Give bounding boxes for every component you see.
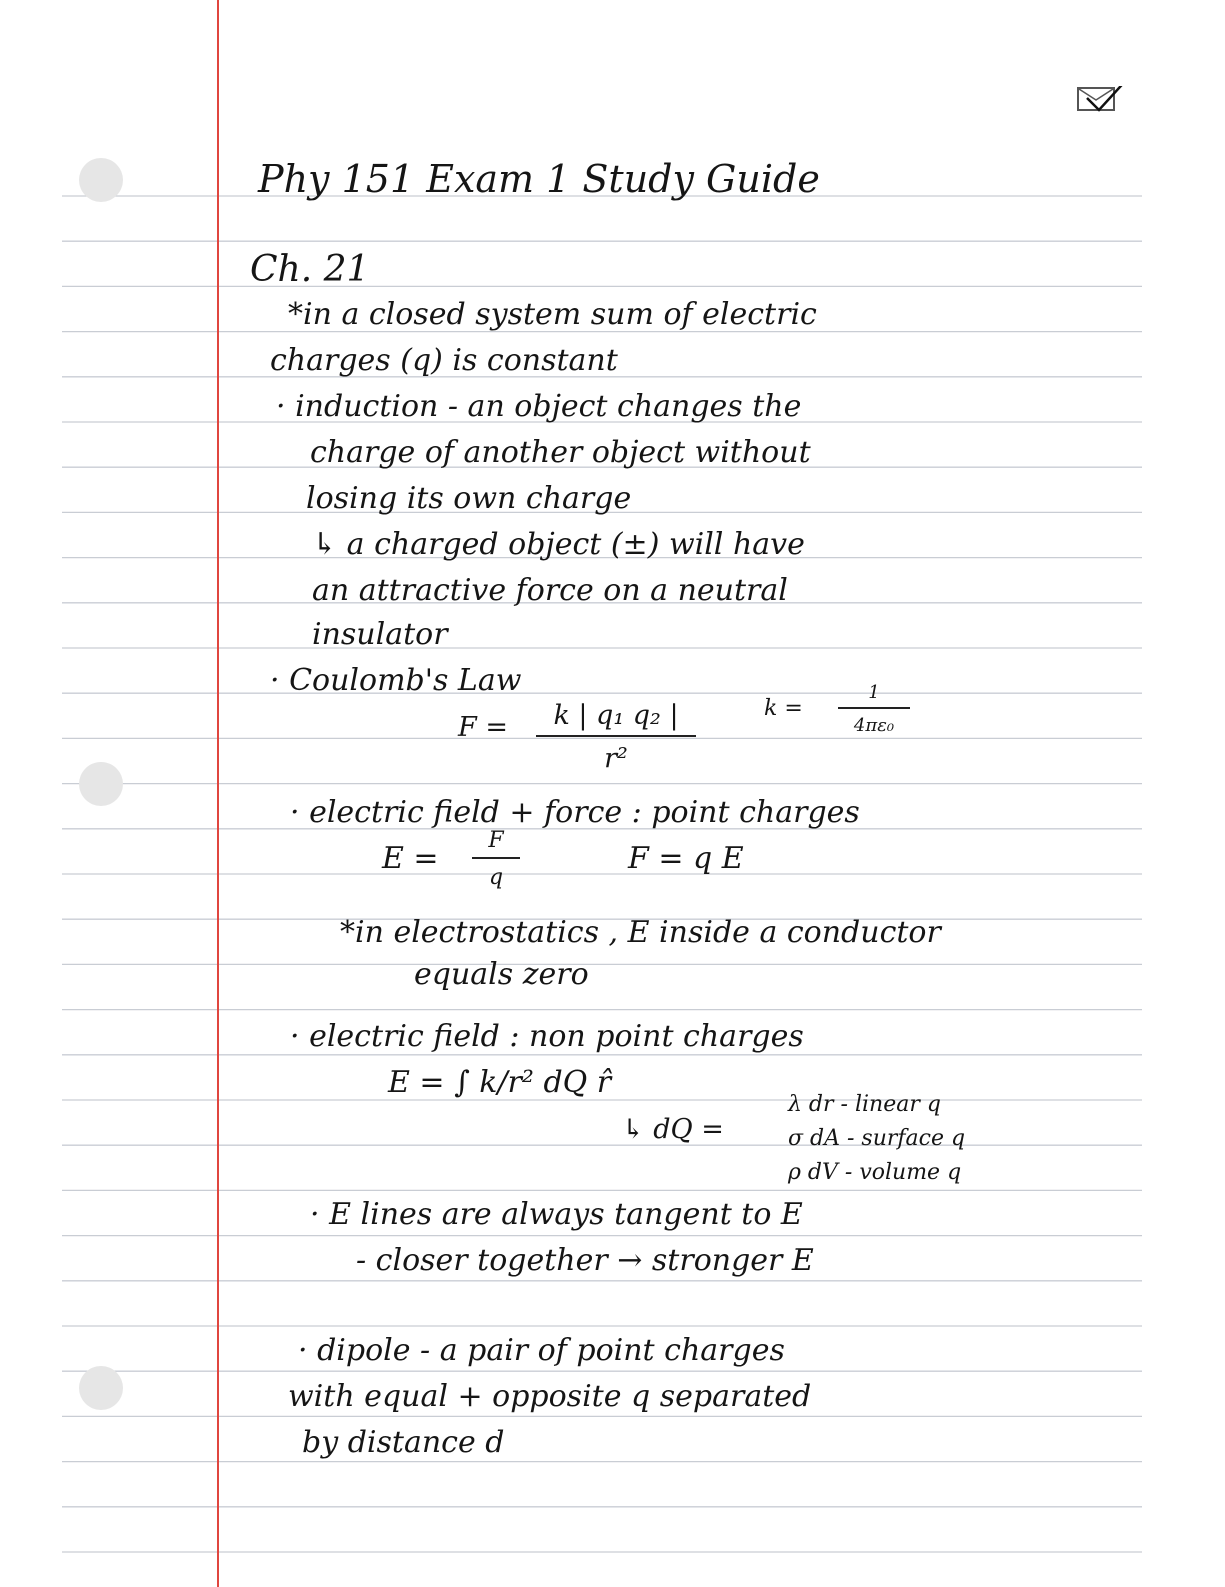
binder-hole-middle	[79, 762, 123, 806]
e-lhs: E =	[382, 841, 439, 876]
coulomb-fraction	[536, 700, 696, 774]
note-line: *in electrostatics , E inside a conductor	[340, 915, 941, 950]
note-line: ↳ a charged object (±) will have	[312, 527, 805, 562]
integral-equation: E = ∫ k/r² dQ r̂	[388, 1065, 612, 1100]
dq-surface: σ dA - surface q	[788, 1126, 966, 1151]
k-numerator: 1	[838, 682, 910, 709]
k-fraction	[838, 682, 910, 736]
checkmark-icon	[1077, 86, 1147, 126]
note-line: with equal + opposite q separated	[288, 1379, 812, 1414]
k-lhs: k =	[764, 696, 803, 721]
note-line: · E lines are always tangent to E	[310, 1197, 803, 1232]
dq-linear: λ dr - linear q	[788, 1092, 941, 1117]
binder-hole-bottom	[79, 1366, 123, 1410]
coulomb-lhs: F =	[458, 712, 508, 743]
note-heading: · electric field : non point charges	[290, 1019, 804, 1054]
note-line: · dipole - a pair of point charges	[298, 1333, 785, 1368]
note-heading: · Coulomb's Law	[270, 663, 522, 698]
note-line: *in a closed system sum of electric	[288, 297, 817, 332]
force-equation: F = q E	[628, 841, 744, 876]
note-line: - closer together → stronger E	[356, 1243, 814, 1278]
note-line: by distance d	[302, 1425, 505, 1460]
note-heading: · electric field + force : point charges	[290, 795, 860, 830]
page-title: Phy 151 Exam 1 Study Guide	[258, 157, 820, 201]
note-line: · induction - an object changes the	[276, 389, 802, 424]
coulomb-denominator: r²	[604, 743, 628, 774]
coulomb-numerator: k | q₁ q₂ |	[536, 700, 696, 737]
dq-arrow: ↳ dQ =	[622, 1114, 724, 1145]
k-denominator: 4πε₀	[853, 715, 895, 736]
note-line: equals zero	[414, 957, 589, 992]
binder-hole-top	[79, 158, 123, 202]
e-numerator: F	[472, 828, 520, 859]
note-line: charges (q) is constant	[270, 343, 618, 378]
note-line: charge of another object without	[310, 435, 811, 470]
dq-volume: ρ dV - volume q	[788, 1160, 962, 1185]
chapter-heading: Ch. 21	[250, 249, 370, 290]
e-fraction	[472, 828, 520, 890]
note-line: insulator	[312, 617, 448, 652]
note-line: an attractive force on a neutral	[312, 573, 788, 608]
note-line: losing its own charge	[306, 481, 632, 516]
e-denominator: q	[488, 865, 504, 890]
